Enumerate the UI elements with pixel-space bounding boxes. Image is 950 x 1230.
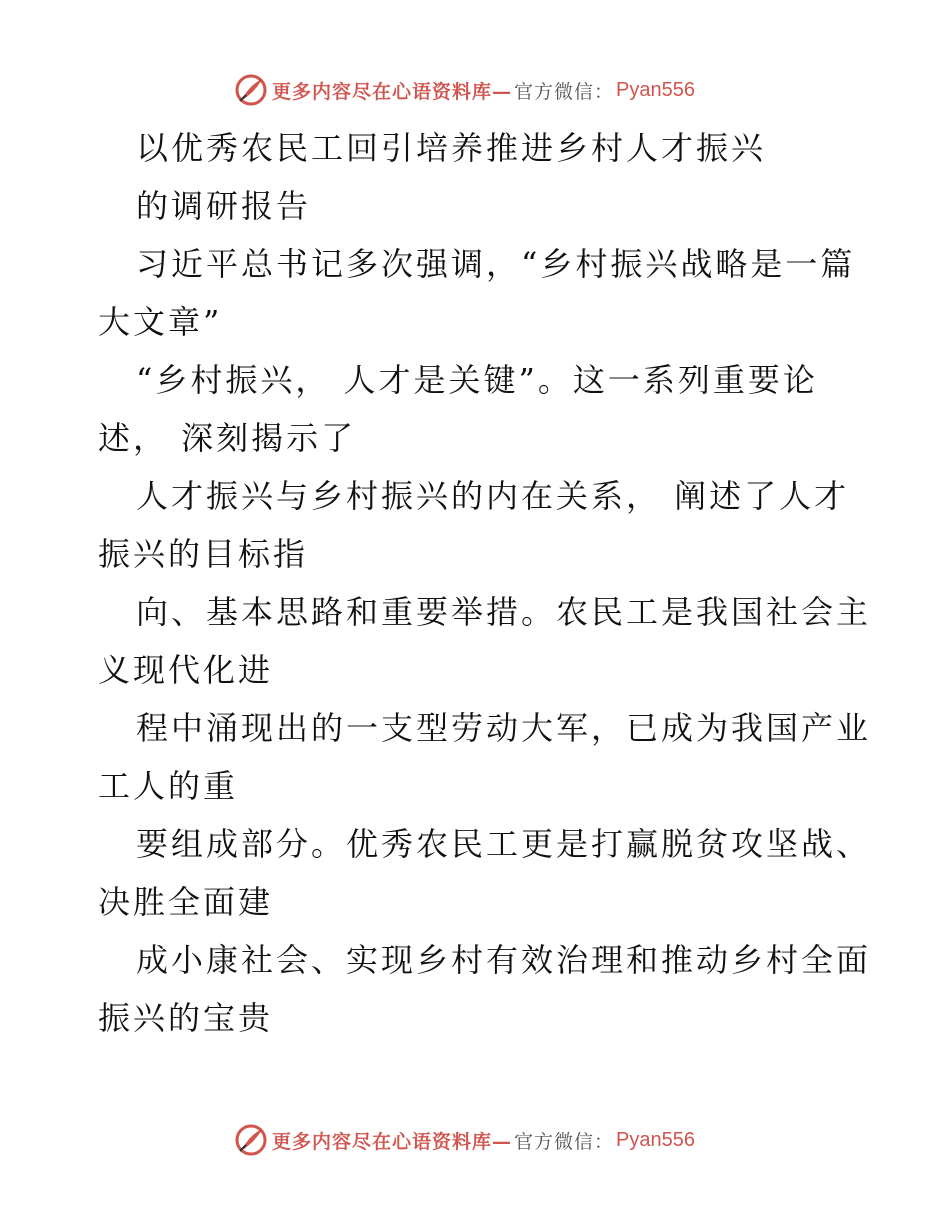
paragraph-line: 工人的重 [98, 767, 239, 805]
watermark-wechat-id: Pyan556 [616, 1128, 695, 1151]
paragraph-line: 习近平总书记多次强调，“乡村振兴战略是一篇 [136, 245, 856, 283]
paragraph-line: 大文章” [98, 303, 223, 341]
header-watermark [234, 72, 695, 108]
paragraph-line: 述， 深刻揭示了 [98, 419, 357, 457]
paragraph-line: 振兴的目标指 [98, 535, 309, 573]
watermark-wechat-label: 官方微信： [514, 80, 615, 103]
paragraph-line: 程中涌现出的一支型劳动大军，已成为我国产业 [136, 709, 872, 747]
paragraph-line: 义现代化进 [98, 651, 274, 689]
watermark-wechat-id: Pyan556 [616, 78, 695, 101]
paragraph-line: 要组成部分。优秀农民工更是打赢脱贫攻坚战、 [136, 825, 872, 863]
paragraph-line: 人才振兴与乡村振兴的内在关系， 阐述了人才 [136, 477, 850, 515]
paragraph-line: 决胜全面建 [98, 883, 274, 921]
paragraph-line: 振兴的宝贵 [98, 999, 274, 1037]
title-line-1: 以优秀农民工回引培养推进乡村人才振兴 [136, 129, 767, 167]
paragraph-line: “乡村振兴， 人才是关键”。这一系列重要论 [136, 361, 818, 399]
watermark-wechat-label: 官方微信： [514, 1130, 615, 1153]
watermark-text: 更多内容尽在心语资料库— [272, 80, 513, 103]
feather-pen-logo-icon [234, 1123, 268, 1157]
feather-pen-logo-icon [234, 73, 268, 107]
watermark-text: 更多内容尽在心语资料库— [272, 1130, 513, 1153]
paragraph-line: 成小康社会、实现乡村有效治理和推动乡村全面 [136, 941, 872, 979]
title-line-2: 的调研报告 [136, 187, 312, 225]
paragraph-line: 向、基本思路和重要举措。农民工是我国社会主 [136, 593, 872, 631]
footer-watermark [234, 1122, 695, 1158]
